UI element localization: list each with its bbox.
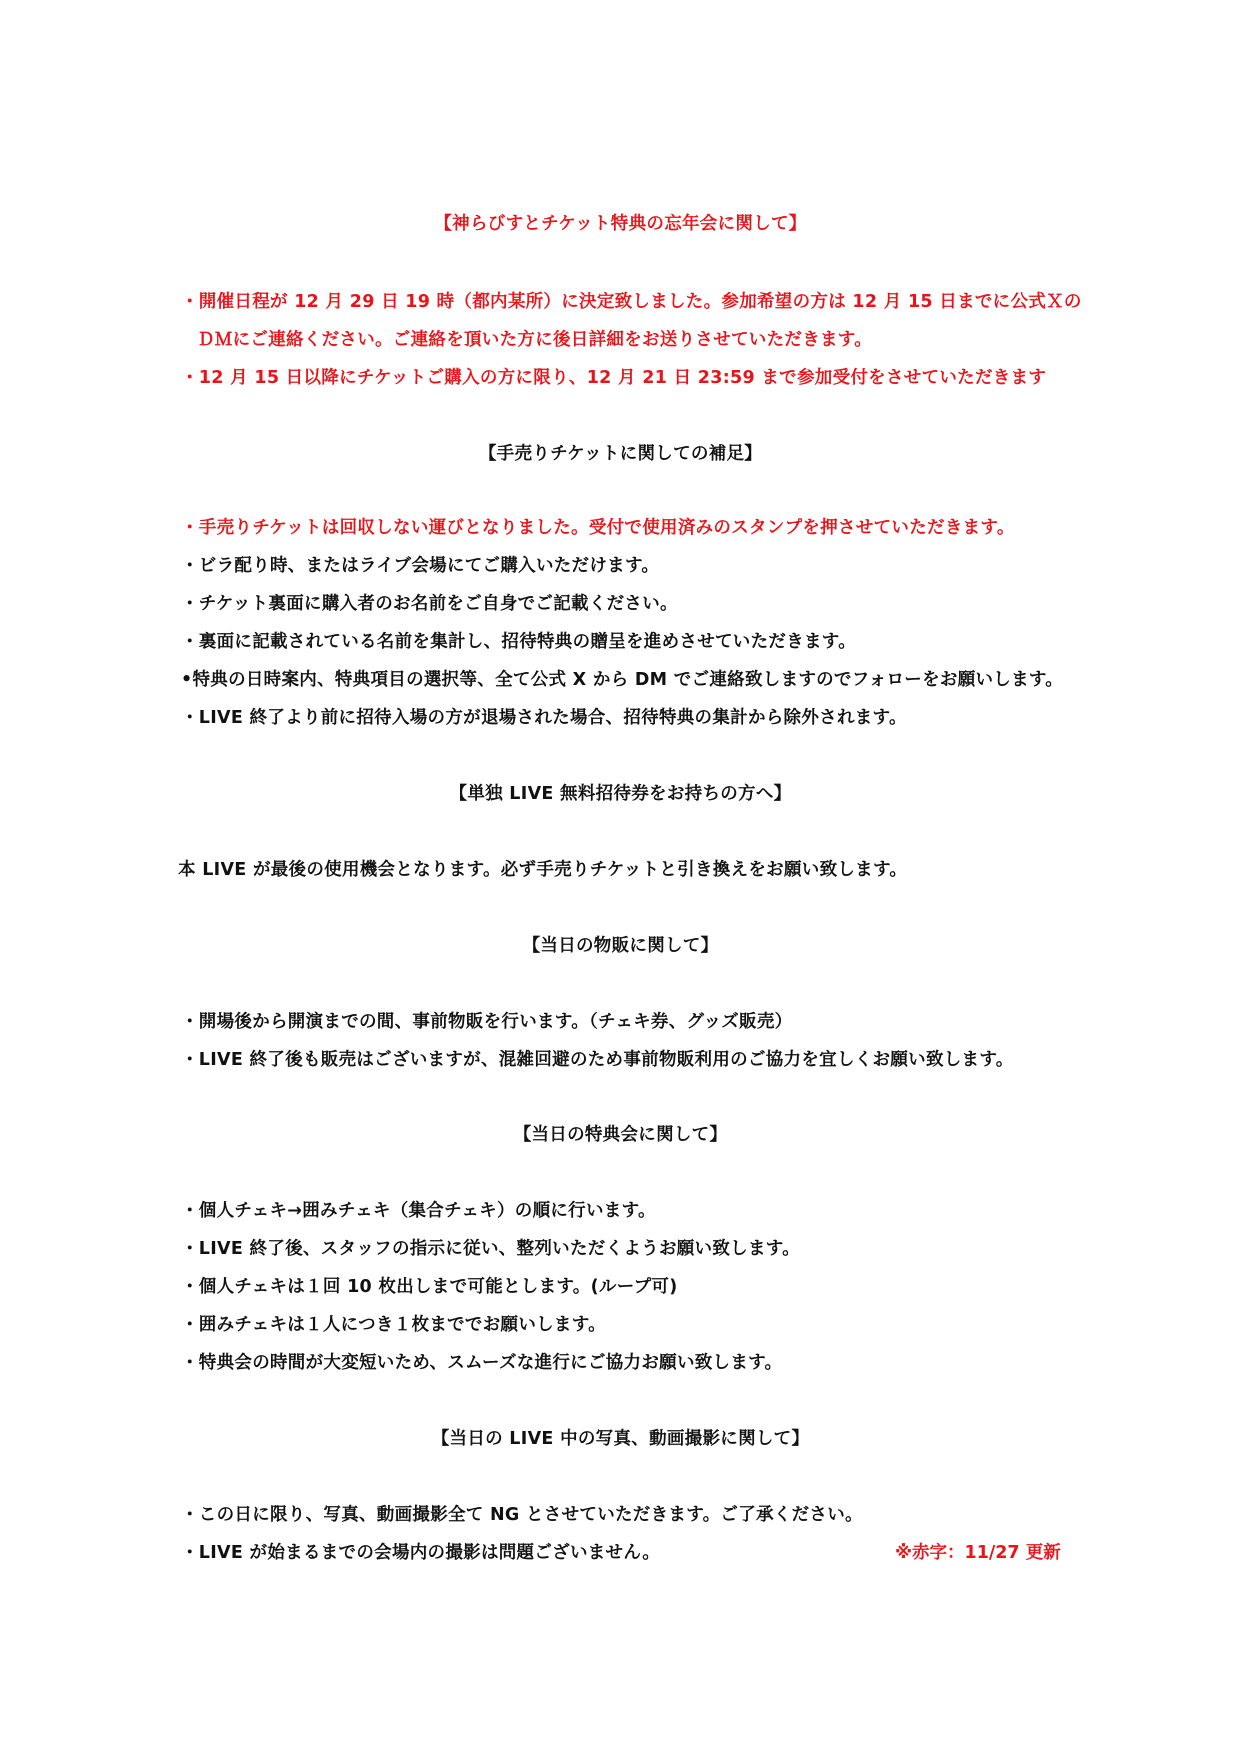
buppan-item-2: ・LIVE 終了後も販売はございますが、混雑回避のため事前物販利用のご協力を宜しくお願い致します。 [181, 1050, 1014, 1070]
tokutenkai-item-3: ・個人チェキは１回 10 枚出しまで可能とします。(ループ可) [181, 1277, 678, 1297]
update-note: ※赤字：11/27 更新 [895, 1543, 1061, 1563]
bonenkai-item-2: ・12 月 15 日以降にチケットご購入の方に限り、12 月 21 日 23:59 まで参加受付をさせていただきます [181, 368, 1047, 388]
satsuei-item-1: ・この日に限り、写真、動画撮影全て NG とさせていただきます。ご了承ください。 [181, 1505, 863, 1525]
buppan-heading: 【当日の物販に関して】 [522, 936, 719, 956]
bonenkai-item-1-line-2: ＤＭにご連絡ください。ご連絡を頂いた方に後日詳細をお送りさせていただきます。 [197, 330, 872, 350]
tebai-item-2: ・ビラ配り時、またはライブ会場にてご購入いただけます。 [181, 556, 660, 576]
tandoku-text: 本 LIVE が最後の使用機会となります。必ず手売りチケットと引き換えをお願い致します。 [178, 860, 908, 880]
satsuei-item-2: ・LIVE が始まるまでの会場内の撮影は問題ございません。 [181, 1543, 661, 1563]
bonenkai-item-1-line-1: ・開催日程が 12 月 29 日 19 時（都内某所）に決定致しました。参加希望の方は 12 月 15 日までに公式Ｘの [181, 292, 1082, 312]
tebai-heading: 【手売りチケットに関しての補足】 [478, 444, 763, 464]
tokutenkai-item-2: ・LIVE 終了後、スタッフの指示に従い、整列いただくようお願い致します。 [181, 1239, 800, 1259]
tebai-item-6: ・LIVE 終了より前に招待入場の方が退場された場合、招待特典の集計から除外されます。 [181, 708, 907, 728]
tebai-item-4: ・裏面に記載されている名前を集計し、招待特典の贈呈を進めさせていただきます。 [181, 632, 856, 652]
tebai-item-1: ・手売りチケットは回収しない運びとなりました。受付で使用済みのスタンプを押させていただきます。 [181, 518, 1015, 538]
tandoku-heading: 【単独 LIVE 無料招待券をお持ちの方へ】 [449, 784, 792, 804]
satsuei-heading: 【当日の LIVE 中の写真、動画撮影に関して】 [431, 1429, 810, 1449]
tokutenkai-item-4: ・囲みチェキは１人につき１枚まででお願いします。 [181, 1315, 606, 1335]
tebai-item-5: •特典の日時案内、特典項目の選択等、全て公式 X から DM でご連絡致しますのでフォローをお願いします。 [181, 670, 1064, 690]
tebai-item-3: ・チケット裏面に購入者のお名前をご自身でご記載ください。 [181, 594, 678, 614]
tokutenkai-heading: 【当日の特典会に関して】 [513, 1125, 728, 1145]
buppan-item-1: ・開場後から開演までの間、事前物販を行います。（チェキ券、グッズ販売） [181, 1012, 793, 1032]
tokutenkai-item-5: ・特典会の時間が大変短いため、スムーズな進行にご協力お願い致します。 [181, 1353, 783, 1373]
tokutenkai-item-1: ・個人チェキ→囲みチェキ（集合チェキ）の順に行います。 [181, 1201, 656, 1221]
bonenkai-heading: 【神らびすとチケット特典の忘年会に関して】 [434, 214, 807, 234]
